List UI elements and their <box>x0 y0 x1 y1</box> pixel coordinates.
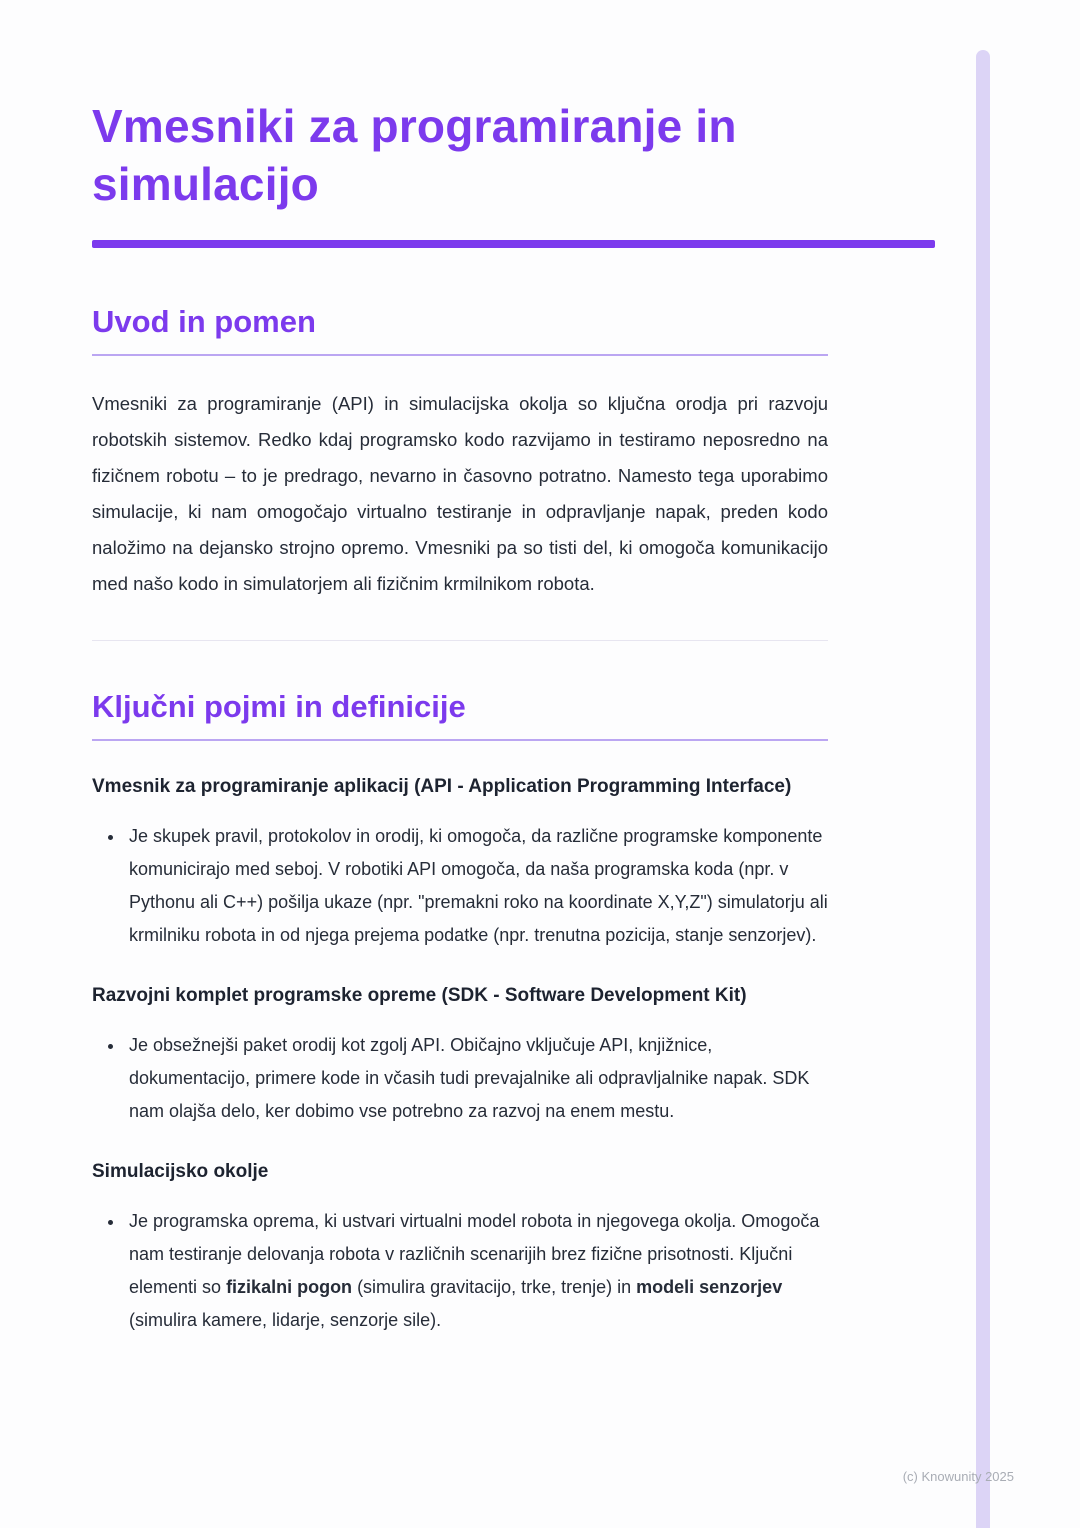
bullet-item-sdk: • Je obsežnejši paket orodij kot zgolj API. Običajno vključuje API, knjižnice, dokumentacijo, primere kode in včasih tudi prevajalnike ali odpravljalnike napak. SDK nam olajša delo, ker dobimo vse potrebno za razvoj na enem mestu. <box>125 1029 832 1128</box>
term-heading-sdk: Razvojni komplet programske opreme (SDK - Software Development Kit) <box>92 984 747 1006</box>
bold-term-modeli-senzorjev: modeli senzorjev <box>636 1276 783 1297</box>
term-bullet-list <box>92 820 832 952</box>
heading-underline <box>92 739 828 741</box>
intro-paragraph: Vmesniki za programiranje (API) in simulacijska okolja so ključna orodja pri razvoju robotskih sistemov. Redko kdaj programsko kodo razvijamo in testiramo neposredno na fizičnem robotu – to je predrago, nevarno in časovno potratno. Namesto tega uporabimo simulacije, ki nam omogočajo virtualno testiranje in odpravljanje napak, preden kodo naložimo na dejansko strojno opremo. Vmesniki pa so tisti del, ki omogoča komunikacijo med našo kodo in simulatorjem ali fizičnim krmilnikom robota. <box>92 392 828 594</box>
bullet-text-segment: (simulira gravitacijo, trke, trenje) in <box>352 1276 637 1297</box>
section-heading-kljucni-pojmi: Ključni pojmi in definicije <box>92 688 466 724</box>
bullet-item-simulacijsko-okolje <box>125 1205 832 1337</box>
bullet-item-api: • Je skupek pravil, protokolov in orodij, ki omogoča, da različne programske komponente komunicirajo med seboj. V robotiki API omogoča, da naša programska koda (npr. v Pythonu ali C++) pošilja ukaze (npr. "premakni roko na koordinate X,Y,Z") simulatorju ali krmilniku robota in od njega prejema podatke (npr. trenutna pozicija, stanje senzorjev). <box>125 820 832 952</box>
term-bullet-list <box>92 1029 832 1128</box>
section-divider <box>92 640 828 641</box>
bold-term-fizikalni-pogon: fizikalni pogon <box>226 1276 353 1297</box>
bullet-text-segment: Je programska oprema, ki ustvari virtualni model robota in njegovega okolja. Omogoča nam testiranje delovanja robota v različnih scenarijih brez fizične prisotnosti. Ključni elementi so <box>129 1210 820 1297</box>
section-heading-uvod-in-pomen: Uvod in pomen <box>92 303 316 339</box>
term-heading-api: Vmesnik za programiranje aplikacij (API - Application Programming Interface) <box>92 775 792 797</box>
term-bullet-list <box>92 1205 832 1337</box>
copyright-notice: (c) Knowunity 2025 <box>902 1469 1014 1484</box>
section-intro <box>92 304 1080 602</box>
term-heading-simulacijsko-okolje: Simulacijsko okolje <box>92 1160 269 1182</box>
title-divider <box>92 240 935 248</box>
section-key-terms <box>92 689 1080 1337</box>
page-title: Vmesniki za programiranje in simulacijo <box>92 100 737 210</box>
bullet-text-segment: (simulira kamere, lidarje, senzorje sile). <box>129 1309 442 1330</box>
heading-underline <box>92 354 828 356</box>
